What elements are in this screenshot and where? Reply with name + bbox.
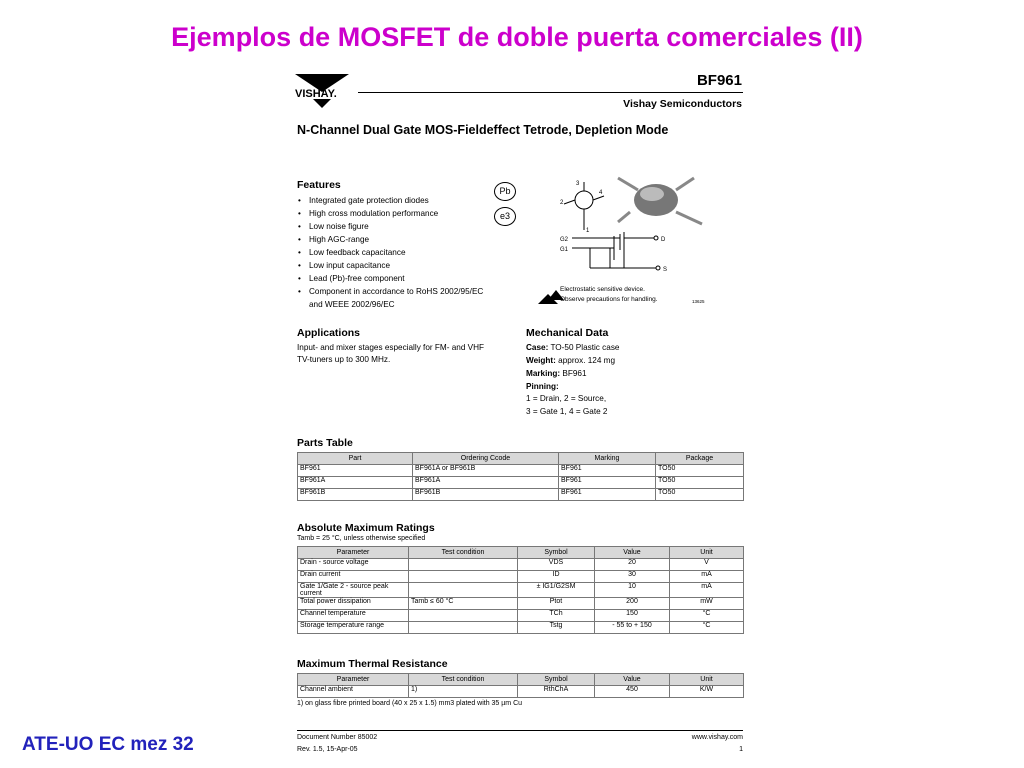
column-header: Value	[595, 547, 670, 559]
mechanical-heading: Mechanical Data	[526, 327, 609, 339]
column-header: Test condition	[409, 547, 518, 559]
parts-table-heading: Parts Table	[297, 437, 353, 449]
table-cell: V	[670, 559, 744, 571]
table-cell: Tstg	[518, 622, 595, 634]
table-cell: BF961	[559, 489, 656, 501]
table-cell: - 55 to + 150	[595, 622, 670, 634]
table-cell: RthChA	[518, 686, 595, 698]
table-row	[298, 571, 744, 583]
rohs-e3-badge: e3	[494, 207, 516, 226]
feature-item: • Low input capacitance	[297, 259, 483, 272]
table-cell: Gate 1/Gate 2 - source peak current	[298, 583, 409, 598]
table-cell: TO50	[656, 489, 744, 501]
column-header: Parameter	[298, 547, 409, 559]
document-number: Document Number 85002	[297, 734, 378, 741]
applications-heading: Applications	[297, 327, 361, 339]
applications-text-line1: Input- and mixer stages especially for FM- and VHF	[297, 343, 485, 352]
table-cell: 150	[595, 610, 670, 622]
mechanical-weight: Weight: approx. 124 mg	[526, 356, 616, 365]
mechanical-pinning-line1: 1 = Drain, 2 = Source,	[526, 394, 607, 403]
table-cell: Channel ambient	[298, 686, 409, 698]
abs-max-table	[297, 546, 744, 634]
mechanical-case: Case: TO-50 Plastic case	[526, 343, 620, 352]
manufacturer: Vishay Semiconductors	[623, 98, 742, 110]
table-cell: BF961	[559, 477, 656, 489]
mechanical-pinning-line2: 3 = Gate 1, 4 = Gate 2	[526, 407, 608, 416]
thermal-table	[297, 673, 744, 698]
table-cell	[409, 622, 518, 634]
table-cell	[409, 559, 518, 571]
table-cell: Total power dissipation	[298, 598, 409, 610]
thermal-footnote: 1) on glass fibre printed board (40 x 25 x 1.5) mm3 plated with 35 µm Cu	[297, 700, 523, 707]
column-header: Unit	[670, 547, 744, 559]
table-cell: °C	[670, 610, 744, 622]
table-cell: 20	[595, 559, 670, 571]
feature-item: • Lead (Pb)-free component	[297, 272, 483, 285]
table-cell: Drain current	[298, 571, 409, 583]
source-label: S	[663, 267, 668, 273]
table-cell: 450	[595, 686, 670, 698]
table-cell: TO50	[656, 477, 744, 489]
feature-item: • Low noise figure	[297, 220, 483, 233]
table-cell: TO50	[656, 465, 744, 477]
table-cell: 30	[595, 571, 670, 583]
column-header: Parameter	[298, 674, 409, 686]
table-cell: VDS	[518, 559, 595, 571]
column-header: Part	[298, 453, 413, 465]
mechanical-pinning-label: Pinning:	[526, 382, 559, 391]
abs-max-condition: Tamb = 25 °C, unless otherwise specified	[297, 535, 426, 542]
pin-4-label: 4	[599, 190, 603, 196]
esd-warning-line2: Observe precautions for handling.	[560, 296, 658, 303]
table-cell: TCh	[518, 610, 595, 622]
header-rule	[358, 92, 743, 93]
column-header: Unit	[670, 674, 744, 686]
pin-2-label: 2	[560, 200, 564, 206]
table-cell: BF961	[559, 465, 656, 477]
table-row	[298, 559, 744, 571]
table-cell: mA	[670, 583, 744, 598]
table-cell: 1)	[409, 686, 518, 698]
features-list	[297, 194, 483, 298]
pin-3-label: 3	[576, 181, 580, 187]
table-row	[298, 477, 744, 489]
features-heading: Features	[297, 179, 341, 191]
parts-table	[297, 452, 744, 501]
thermal-heading: Maximum Thermal Resistance	[297, 658, 448, 670]
column-header: Symbol	[518, 674, 595, 686]
column-header: Ordering Ccode	[413, 453, 559, 465]
transistor-photo-icon	[618, 178, 702, 224]
table-cell: Channel temperature	[298, 610, 409, 622]
vishay-logo	[293, 72, 363, 118]
table-cell: mW	[670, 598, 744, 610]
table-cell: BF961B	[298, 489, 413, 501]
feature-item: • Integrated gate protection diodes	[297, 194, 483, 207]
column-header: Marking	[559, 453, 656, 465]
pin-1-label: 1	[586, 228, 590, 234]
drain-label: D	[661, 237, 666, 243]
figure-number: 13625	[692, 299, 705, 304]
table-cell: BF961B	[413, 489, 559, 501]
table-cell: mA	[670, 571, 744, 583]
website: www.vishay.com	[691, 734, 743, 741]
table-cell: BF961A	[413, 477, 559, 489]
table-cell: BF961A	[298, 477, 413, 489]
table-cell: 10	[595, 583, 670, 598]
revision: Rev. 1.5, 15-Apr-05	[297, 746, 358, 753]
feature-item: • Component in accordance to RoHS 2002/95/EC	[297, 285, 483, 298]
table-cell: Tamb ≤ 60 °C	[409, 598, 518, 610]
table-cell: ± IG1/G2SM	[518, 583, 595, 598]
table-cell: Storage temperature range	[298, 622, 409, 634]
table-row	[298, 598, 744, 610]
table-cell: 200	[595, 598, 670, 610]
column-header: Symbol	[518, 547, 595, 559]
table-row	[298, 583, 744, 598]
table-row	[298, 465, 744, 477]
table-cell	[409, 610, 518, 622]
slide-title: Ejemplos de MOSFET de doble puerta comerciales (II)	[171, 22, 863, 52]
datasheet-subtitle: N-Channel Dual Gate MOS-Fieldeffect Tetrode, Depletion Mode	[297, 123, 669, 137]
slide-footer: ATE-UO EC mez 32	[22, 734, 194, 755]
table-cell	[409, 571, 518, 583]
gate-2-label: G2	[560, 237, 569, 243]
table-cell: BF961	[298, 465, 413, 477]
mechanical-marking: Marking: BF961	[526, 369, 587, 378]
esd-warning-line1: Electrostatic sensitive device.	[560, 286, 645, 293]
applications-text-line2: TV-tuners up to 300 MHz.	[297, 355, 391, 364]
table-cell: Ptot	[518, 598, 595, 610]
table-cell	[409, 583, 518, 598]
datasheet-page	[288, 66, 748, 766]
table-cell: Drain - source voltage	[298, 559, 409, 571]
table-cell: ID	[518, 571, 595, 583]
table-cell: BF961A or BF961B	[413, 465, 559, 477]
table-row	[298, 610, 744, 622]
gate-1-label: G1	[560, 247, 569, 253]
table-row	[298, 489, 744, 501]
table-cell: K/W	[670, 686, 744, 698]
table-row	[298, 622, 744, 634]
lead-free-badge: Pb	[494, 182, 516, 201]
abs-max-heading: Absolute Maximum Ratings	[297, 522, 435, 534]
column-header: Test condition	[409, 674, 518, 686]
column-header: Package	[656, 453, 744, 465]
logo-text: VISHAY.	[295, 88, 337, 100]
footer-rule	[297, 730, 743, 731]
part-number: BF961	[696, 72, 742, 89]
page-number: 1	[739, 746, 743, 753]
feature-item: • Low feedback capacitance	[297, 246, 483, 259]
table-row	[298, 686, 744, 698]
pinout-diagram	[534, 174, 746, 306]
feature-item: • High cross modulation performance	[297, 207, 483, 220]
feature-item: • High AGC-range	[297, 233, 483, 246]
table-cell: °C	[670, 622, 744, 634]
column-header: Value	[595, 674, 670, 686]
feature-item-continuation: and WEEE 2002/96/EC	[309, 300, 395, 309]
